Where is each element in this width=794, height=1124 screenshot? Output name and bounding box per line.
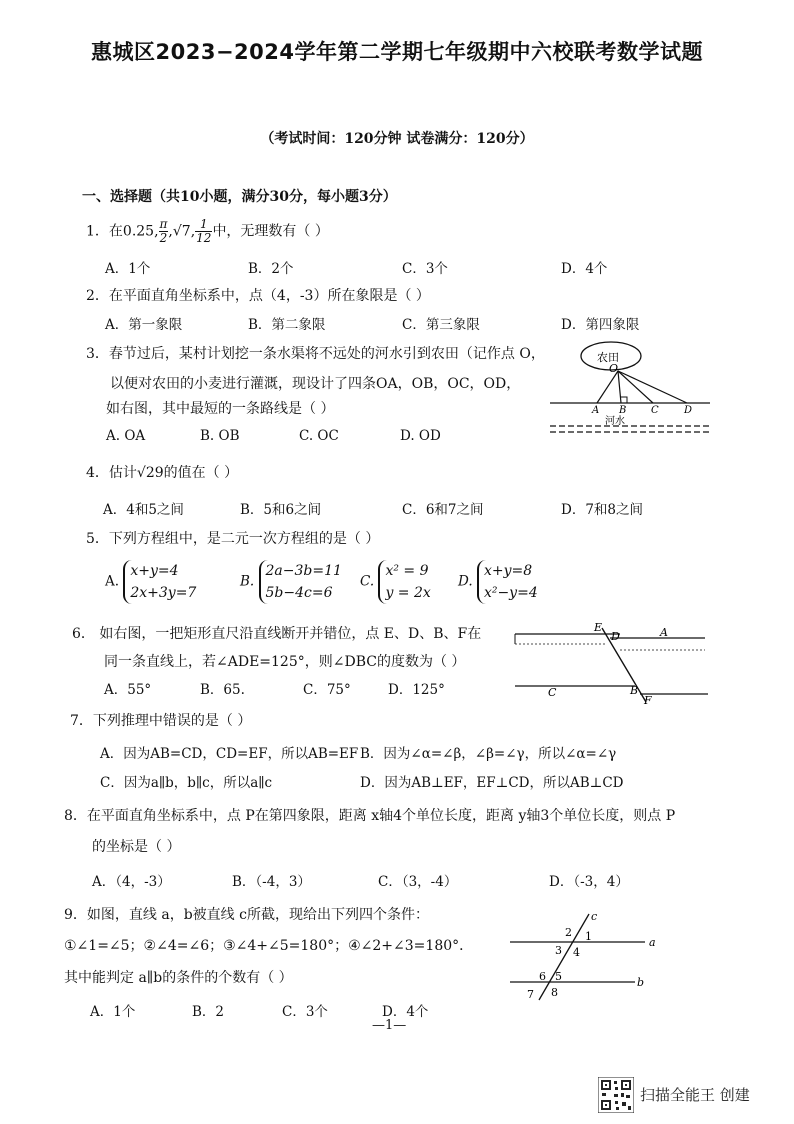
q1-fraction-1-12: $\frac{1}{12}$ <box>196 217 212 245</box>
q8-option-a[interactable]: A．（4，-3） <box>92 874 171 890</box>
question-9-line-1: 9．如图，直线 a，b被直线 c所截，现给出下列四个条件： <box>64 907 429 923</box>
q2-option-a[interactable]: A．第一象限 <box>105 317 183 333</box>
equation-system-d: x+y=8 x²−y=4 <box>477 560 538 604</box>
question-6-line-1: 6． 如右图，一把矩形直尺沿直线断开并错位，点 E、D、B、F在 <box>72 626 482 642</box>
question-9-conditions: ①∠1=∠5；②∠4=∠6；③∠4+∠5=180°；④∠2+∠3=180°． <box>64 938 474 954</box>
q6-ruler-figure <box>510 620 710 708</box>
label-b: b <box>637 976 645 989</box>
label-c: C <box>548 686 557 699</box>
q5-d-label: D. <box>458 573 473 590</box>
q8-option-c[interactable]: C．（3，-4） <box>378 874 458 890</box>
page-title: 惠城区2023−2024学年第二学期七年级期中六校联考数学试题 <box>91 40 703 64</box>
q1-option-d[interactable]: D．4个 <box>561 261 608 277</box>
q9-option-c[interactable]: C．3个 <box>282 1004 328 1020</box>
line-oa <box>597 371 618 403</box>
angle-1: 1 <box>585 930 592 943</box>
q4-option-c[interactable]: C．6和7之间 <box>402 502 484 518</box>
question-9-line-3: 其中能判定 a∥b的条件的个数有（ ） <box>64 970 293 986</box>
q1-text-pre: 1．在0.25, <box>86 223 159 240</box>
angle-4: 4 <box>573 946 580 959</box>
q9-figure <box>505 910 670 1002</box>
q3-figure <box>545 338 715 443</box>
label-b: B <box>619 405 627 416</box>
label-b: B <box>630 684 639 697</box>
question-3-line-2: 以便对农田的小麦进行灌溉，现设计了四条OA，OB，OC，OD， <box>110 376 521 392</box>
label-f: F <box>644 694 652 707</box>
page-number: —1— <box>372 1018 407 1033</box>
qr-code-icon <box>598 1077 634 1113</box>
line-oc <box>618 371 653 403</box>
q4-option-a[interactable]: A．4和5之间 <box>103 502 184 518</box>
break-line-ef <box>602 628 646 702</box>
line-od <box>618 371 687 403</box>
question-3-line-1: 3．春节过后，某村计划挖一条水渠将不远处的河水引到农田（记作点 O， <box>86 346 545 362</box>
label-d: D <box>611 630 620 643</box>
label-d: D <box>684 405 693 416</box>
q3-option-a[interactable]: A. OA <box>106 428 146 444</box>
label-o: O <box>609 362 619 375</box>
q5-option-a[interactable] <box>105 560 196 604</box>
river-label: 河水 <box>605 416 625 427</box>
q9-option-a[interactable]: A．1个 <box>90 1004 136 1020</box>
q6-option-b[interactable]: B．65. <box>200 682 245 698</box>
q7-option-d[interactable]: D．因为AB⊥EF，EF⊥CD，所以AB⊥CD <box>360 775 624 791</box>
question-4: 4．估计√29的值在（ ） <box>86 465 239 481</box>
q1-option-c[interactable]: C．3个 <box>402 261 448 277</box>
line-ob <box>618 371 621 403</box>
section-heading: 一、选择题（共10小题，满分30分，每小题3分） <box>82 189 397 205</box>
angle-2: 2 <box>565 926 572 939</box>
q3-option-c[interactable]: C. OC <box>299 428 339 444</box>
scanner-watermark: 扫描全能王 创建 <box>640 1086 750 1104</box>
line-c <box>539 914 589 1000</box>
q3-option-d[interactable]: D. OD <box>400 428 441 444</box>
q9-option-d[interactable]: D．4个 <box>382 1004 429 1020</box>
q4-option-b[interactable]: B．5和6之间 <box>240 502 322 518</box>
q2-option-b[interactable]: B．第二象限 <box>248 317 326 333</box>
q1-option-a[interactable]: A．1个 <box>105 261 151 277</box>
label-a: a <box>649 936 656 949</box>
q6-option-a[interactable]: A．55° <box>104 682 152 698</box>
right-angle-mark <box>621 397 627 403</box>
q7-option-c[interactable]: C．因为a∥b，b∥c，所以a∥c <box>100 775 273 791</box>
question-2: 2．在平面直角坐标系中，点（4，-3）所在象限是（ ） <box>86 288 430 304</box>
q1-text-post: 中，无理数有（ ） <box>212 223 329 240</box>
q2-option-c[interactable]: C．第三象限 <box>402 317 480 333</box>
label-a: A <box>592 405 600 416</box>
q5-c-label: C. <box>360 573 375 590</box>
q5-b-label: B. <box>240 573 255 590</box>
q9-option-b[interactable]: B．2 <box>192 1004 225 1020</box>
q3-option-b[interactable]: B. OB <box>200 428 240 444</box>
q7-option-b[interactable]: B．因为∠α=∠β，∠β=∠γ，所以∠α=∠γ <box>360 746 617 762</box>
equation-system-b: 2a−3b=11 5b−4c=6 <box>259 560 342 604</box>
question-7: 7．下列推理中错误的是（ ） <box>70 713 252 729</box>
q8-option-b[interactable]: B．（-4，3） <box>232 874 311 890</box>
question-8-line-2: 的坐标是（ ） <box>92 839 181 855</box>
equation-system-a: x+y=4 2x+3y=7 <box>123 560 196 604</box>
label-c: c <box>591 910 598 923</box>
question-1 <box>86 218 329 245</box>
label-c: C <box>651 405 659 416</box>
q5-option-d[interactable] <box>458 560 538 604</box>
q1-option-b[interactable]: B．2个 <box>248 261 294 277</box>
question-8-line-1: 8．在平面直角坐标系中，点 P在第四象限，距离 x轴4个单位长度，距离 y轴3个单位长度，则点 P <box>64 808 676 824</box>
angle-3: 3 <box>555 944 562 957</box>
q6-option-c[interactable]: C．75° <box>303 682 351 698</box>
q5-option-b[interactable] <box>240 560 342 604</box>
equation-system-c: x² = 9 y = 2x <box>378 560 430 604</box>
q1-text-mid: ,√7, <box>168 223 196 240</box>
angle-7: 7 <box>527 988 534 1001</box>
angle-5: 5 <box>555 970 562 983</box>
q2-option-d[interactable]: D．第四象限 <box>561 317 640 333</box>
q6-option-d[interactable]: D．125° <box>388 682 445 698</box>
q5-option-c[interactable] <box>360 560 431 604</box>
exam-info: （考试时间：120分钟 试卷满分：120分） <box>260 131 534 147</box>
q5-a-label: A. <box>105 573 120 590</box>
q8-option-d[interactable]: D．（-3，4） <box>549 874 629 890</box>
q4-option-d[interactable]: D．7和8之间 <box>561 502 644 518</box>
q7-option-a[interactable]: A．因为AB=CD，CD=EF，所以AB=EF <box>100 746 359 762</box>
question-3-line-3: 如右图，其中最短的一条路线是（ ） <box>106 401 335 417</box>
question-5: 5．下列方程组中，是二元一次方程组的是（ ） <box>86 531 380 547</box>
angle-6: 6 <box>539 970 546 983</box>
angle-8: 8 <box>551 986 558 999</box>
label-a: A <box>660 626 668 639</box>
field-label: 农田 <box>597 351 619 364</box>
question-6-line-2: 同一条直线上，若∠ADE=125°，则∠DBC的度数为（ ） <box>104 654 466 670</box>
q1-fraction-pi: $\frac{\pi}{2}$ <box>159 217 168 245</box>
label-e: E <box>594 621 603 634</box>
